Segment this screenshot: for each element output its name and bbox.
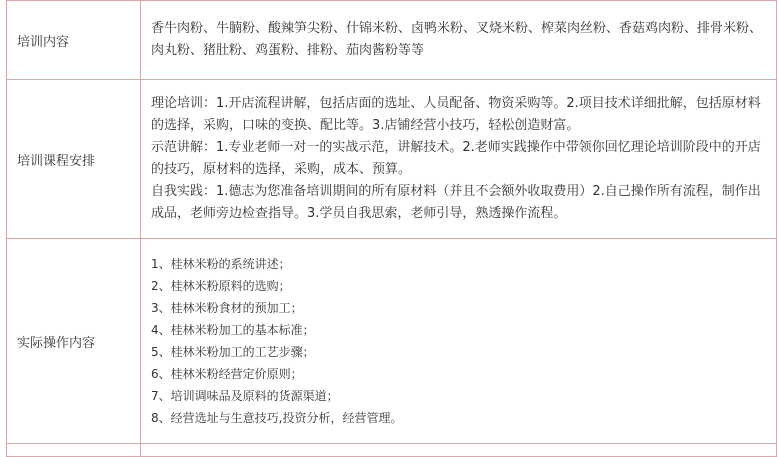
- self-practice-paragraph: 自我实践：1.德志为您准备培训期间的所有原材料（并且不会额外收取费用）2.自己操作所有流程，制作出成品，老师旁边检查指导。3.学员自我思索，老师引导，熟透操作流程。: [151, 184, 761, 221]
- row-label-training-content: 培训内容: [7, 1, 141, 80]
- table-row-training-content: [7, 1, 777, 80]
- row-label-practical-content: 实际操作内容: [7, 239, 141, 444]
- list-item: 8、经营选址与生意技巧,投资分析，经营管理。: [151, 411, 403, 425]
- row-content-empty: [141, 444, 777, 457]
- table-row-partial: [7, 444, 777, 457]
- training-content-text: 香牛肉粉、牛腩粉、酸辣笋尖粉、什锦米粉、卤鸭米粉、叉烧米粉、榨菜肉丝粉、香菇鸡肉粉、排骨米粉、肉丸粉、猪肚粉、鸡蛋粉、排粉、茄肉酱粉等等: [141, 1, 777, 80]
- row-label-course-schedule: 培训课程安排: [7, 80, 141, 239]
- table-row-course-schedule: [7, 80, 777, 239]
- table-row-practical-content: [7, 239, 777, 444]
- practical-content-list: [141, 239, 777, 444]
- list-item: 2、桂林米粉原料的选购；: [151, 279, 291, 293]
- list-item: 5、桂林米粉加工的工艺步骤；: [151, 345, 315, 359]
- demo-explanation-paragraph: 示范讲解：1.专业老师一对一的实战示范，讲解技术。2.老师实践操作中带领你回忆理论培训阶段中的开店的技巧，原材料的选择，采购，成本、预算。: [151, 140, 761, 177]
- list-item: 4、桂林米粉加工的基本标准；: [151, 323, 315, 337]
- list-item: 6、桂林米粉经营定价原则；: [151, 367, 303, 381]
- training-info-table: [6, 0, 777, 457]
- list-item: 3、桂林米粉食材的预加工；: [151, 301, 303, 315]
- row-label-empty: [7, 444, 141, 457]
- list-item: 7、培训调味品及原料的货源渠道；: [151, 389, 339, 403]
- list-item: 1、桂林米粉的系统讲述；: [151, 257, 291, 271]
- theory-training-paragraph: 理论培训：1.开店流程讲解，包括店面的选址、人员配备、物资采购等。2.项目技术详细批解，包括原材料的选择，采购，口味的变换、配比等。3.店铺经营小技巧，轻松创造财富。: [151, 96, 761, 133]
- course-schedule-cell: [141, 80, 777, 239]
